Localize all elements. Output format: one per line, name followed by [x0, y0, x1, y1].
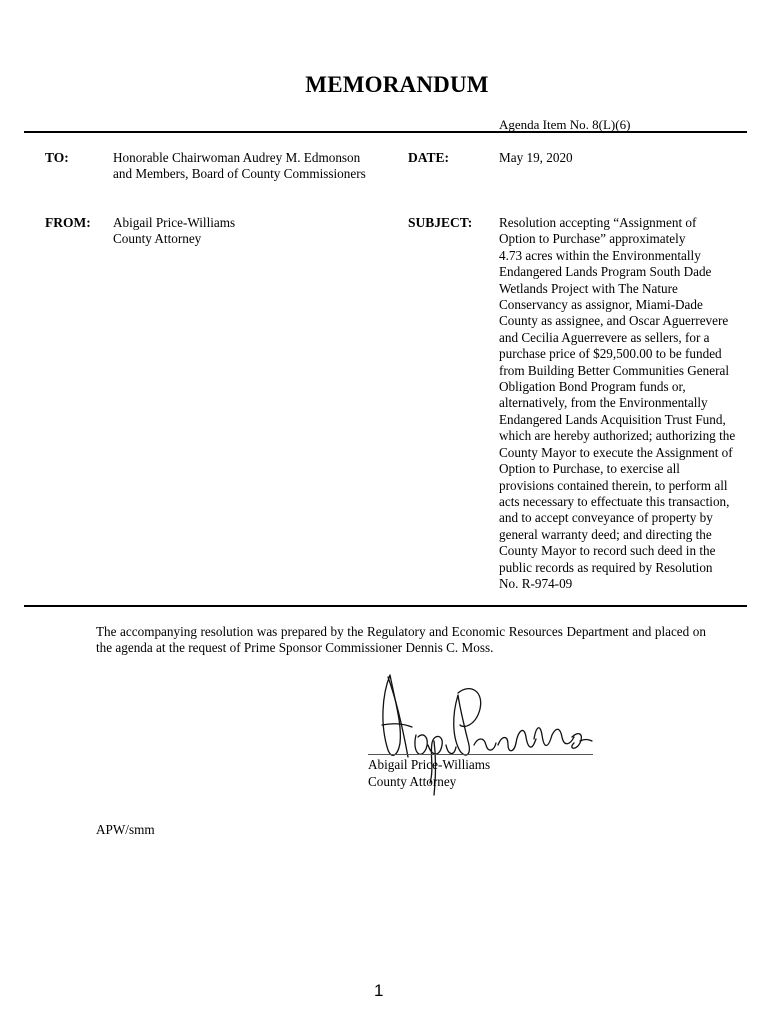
subject-line: which are hereby authorized; authorizing the [499, 428, 736, 444]
to-line-2: and Members, Board of County Commissioners [113, 166, 366, 181]
subject-line: Wetlands Project with The Nature [499, 280, 678, 296]
reference-initials: APW/smm [96, 822, 155, 837]
from-line-1: Abigail Price-Williams [113, 215, 236, 230]
subject-text [499, 215, 749, 592]
subject-line: Resolution accepting “Assignment of [499, 215, 697, 230]
header-bottom-rule [24, 605, 747, 607]
body-paragraph: The accompanying resolution was prepared by the Regulatory and Economic Resources Department and placed on the agenda at the request of Prime Sponsor Commissioner Dennis C. Moss. [96, 624, 706, 656]
subject-line: acts necessary to effectuate this transaction, [499, 493, 730, 509]
signatory-title: County Attorney [368, 774, 457, 789]
subject-line: Endangered Lands Acquisition Trust Fund, [499, 411, 726, 427]
to-line-1: Honorable Chairwoman Audrey M. Edmonson [113, 150, 361, 165]
subject-line: Endangered Lands Program South Dade [499, 264, 712, 280]
signature-block [368, 665, 603, 805]
subject-line: general warranty deed; and directing the [499, 526, 712, 542]
date-value: May 19, 2020 [499, 150, 573, 165]
page-number: 1 [374, 981, 384, 1000]
subject-line: and to accept conveyance of property by [499, 510, 713, 526]
subject-line: Obligation Bond Program funds or, [499, 379, 686, 395]
subject-line: public records as required by Resolution [499, 559, 713, 575]
subject-line: No. R-974-09 [499, 575, 573, 591]
subject-line: County Mayor to execute the Assignment of [499, 444, 733, 460]
subject-line: purchase price of $29,500.00 to be funded [499, 346, 722, 362]
to-label: TO: [45, 150, 69, 165]
from-line-2: County Attorney [113, 231, 202, 246]
agenda-item: Agenda Item No. 8(L)(6) [499, 117, 631, 132]
subject-line: and Cecilia Aguerrevere as sellers, for a [499, 329, 710, 345]
signature-line [368, 754, 593, 755]
subject-label: SUBJECT: [408, 215, 473, 230]
memo-title: MEMORANDUM [305, 72, 489, 97]
signatory-name: Abigail Price-Williams [368, 757, 491, 772]
header-top-rule [24, 131, 747, 133]
subject-line: provisions contained therein, to perform all [499, 477, 728, 493]
from-label: FROM: [45, 215, 91, 230]
date-label: DATE: [408, 150, 450, 165]
subject-line: Option to Purchase, to exercise all [499, 461, 680, 477]
subject-line: 4.73 acres within the Environmentally [499, 247, 701, 263]
subject-line: alternatively, from the Environmentally [499, 395, 708, 411]
subject-line: from Building Better Communities General [499, 362, 730, 378]
subject-line: Option to Purchase” approximately [499, 231, 686, 247]
subject-line: Conservancy as assignor, Miami-Dade [499, 297, 703, 313]
subject-line: County Mayor to record such deed in the [499, 543, 716, 559]
subject-line: County as assignee, and Oscar Aguerrevere [499, 313, 729, 329]
